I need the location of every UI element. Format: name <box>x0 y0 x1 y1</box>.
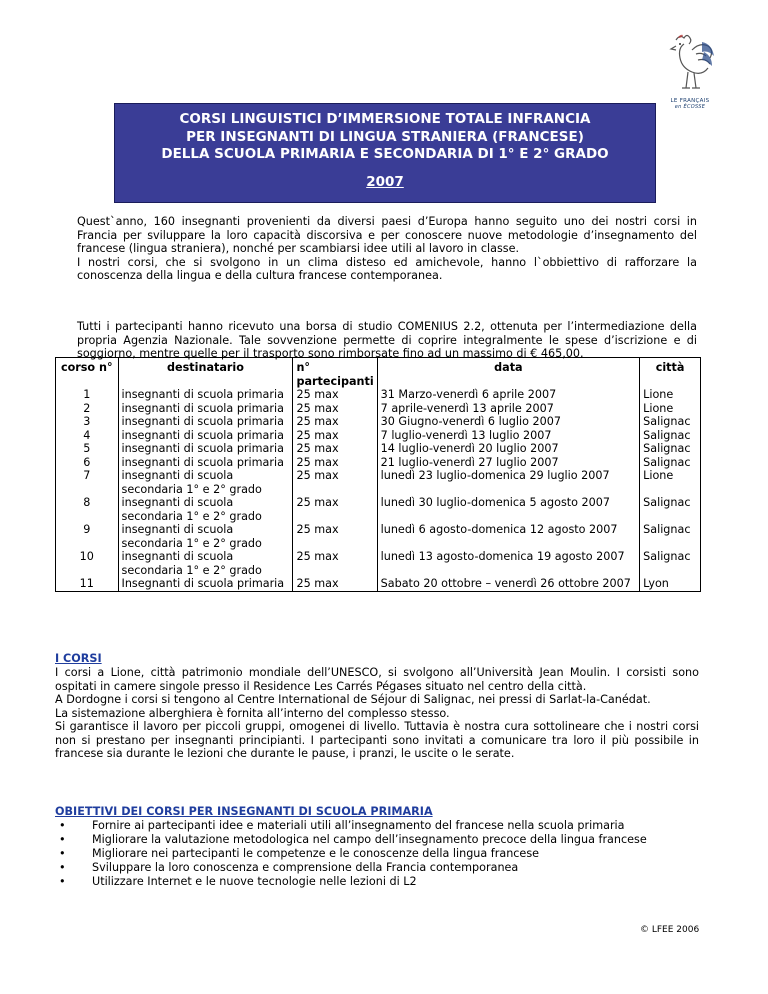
cell-citta: Salignac <box>640 442 701 456</box>
cell-destinatario: insegnanti di scuola secondaria 1° e 2° grado <box>118 469 293 496</box>
cell-destinatario: insegnanti di scuola secondaria 1° e 2° grado <box>118 496 293 523</box>
table-row <box>56 415 701 429</box>
lfee-logo <box>652 30 728 114</box>
cell-partecipanti: 25 max <box>293 577 377 591</box>
table-header-row <box>56 358 701 389</box>
title-line-2: PER INSEGNANTI DI LINGUA STRANIERA (FRANCESE) <box>186 128 584 145</box>
cell-corso: 2 <box>56 402 119 416</box>
footer-copyright: © LFEE 2006 <box>640 925 700 935</box>
list-item-text: Sviluppare la loro conoscenza e comprensione della Francia contemporanea <box>92 861 519 874</box>
cell-citta: Lione <box>640 388 701 402</box>
table-row <box>56 402 701 416</box>
table-body <box>56 388 701 591</box>
table-row <box>56 429 701 443</box>
cell-citta: Salignac <box>640 429 701 443</box>
logo-line2: en ÉCOSSE <box>674 104 706 110</box>
table-row <box>56 469 701 496</box>
list-item <box>55 861 699 875</box>
bullet-icon: • <box>59 847 66 860</box>
cell-destinatario: insegnanti di scuola primaria <box>118 388 293 402</box>
cell-data: 30 Giugno-venerdì 6 luglio 2007 <box>377 415 639 429</box>
title-line-1: CORSI LINGUISTICI D’IMMERSIONE TOTALE INFRANCIA <box>179 111 591 127</box>
cell-citta: Lione <box>640 469 701 496</box>
cell-citta: Salignac <box>640 415 701 429</box>
table-row <box>56 496 701 523</box>
header-citta: città <box>640 358 701 389</box>
cell-citta: Salignac <box>640 456 701 470</box>
cell-data: Sabato 20 ottobre – venerdì 26 ottobre 2007 <box>377 577 639 591</box>
logo-line1: LE FRANÇAIS <box>670 98 710 104</box>
cell-partecipanti: 25 max <box>293 469 377 496</box>
corsi-section-text <box>55 666 699 761</box>
bullet-icon: • <box>59 861 66 874</box>
cell-destinatario: Insegnanti di scuola primaria <box>118 577 293 591</box>
cell-destinatario: insegnanti di scuola primaria <box>118 442 293 456</box>
table-row <box>56 550 701 577</box>
courses-table <box>55 357 701 592</box>
cell-data: lunedì 13 agosto-domenica 19 agosto 2007 <box>377 550 639 577</box>
cell-corso: 1 <box>56 388 119 402</box>
header-destinatario: destinatario <box>118 358 293 389</box>
cell-data: 31 Marzo-venerdì 6 aprile 2007 <box>377 388 639 402</box>
cell-destinatario: insegnanti di scuola primaria <box>118 415 293 429</box>
list-item-text: Fornire ai partecipanti idee e materiali utili all’insegnamento del francese nella scuola primaria <box>92 819 625 832</box>
cell-corso: 11 <box>56 577 119 591</box>
section-heading-corsi: I CORSI <box>55 652 102 665</box>
cell-data: lunedì 6 agosto-domenica 12 agosto 2007 <box>377 523 639 550</box>
cell-data: lunedì 23 luglio-domenica 29 luglio 2007 <box>377 469 639 496</box>
cell-corso: 6 <box>56 456 119 470</box>
cell-partecipanti: 25 max <box>293 496 377 523</box>
cell-data: 14 luglio-venerdì 20 luglio 2007 <box>377 442 639 456</box>
intro-paragraph-1 <box>77 215 697 283</box>
cell-corso: 10 <box>56 550 119 577</box>
cell-partecipanti: 25 max <box>293 388 377 402</box>
intro-text-1: Quest`anno, 160 insegnanti provenienti da diversi paesi d’Europa hanno seguito uno dei nostri corsi in Francia per sviluppare la loro capacità discorsiva e per conoscere nuove metodologie d’insegnamento del francese (lingua straniera), nonché per scambiarsi idee utili al lavoro in classe. <box>77 215 697 255</box>
cell-corso: 7 <box>56 469 119 496</box>
cell-citta: Salignac <box>640 550 701 577</box>
title-banner <box>114 103 656 203</box>
cell-partecipanti: 25 max <box>293 456 377 470</box>
table-row <box>56 442 701 456</box>
cell-partecipanti: 25 max <box>293 402 377 416</box>
cell-corso: 9 <box>56 523 119 550</box>
intro-paragraph-2: Tutti i partecipanti hanno ricevuto una borsa di studio COMENIUS 2.2, ottenuta per l’intermediazione della propria Agenzia Nazionale. Tale sovvenzione permette di coprire integralmente le spese d’iscrizione e di soggiorno, mentre quelle per il trasporto sono rimborsate fino ad un massimo di € 465,00. <box>77 320 697 360</box>
obiettivi-list <box>55 819 699 889</box>
list-item <box>55 819 699 833</box>
cell-destinatario: insegnanti di scuola primaria <box>118 429 293 443</box>
table-row <box>56 456 701 470</box>
header-data: data <box>377 358 639 389</box>
corsi-line-1: I corsi a Lione, città patrimonio mondiale dell’UNESCO, si svolgono all’Università Jean Moulin. I corsisti sono ospitati in camere singole presso il Residence Les Carrés Pégases situato nel centro della città. <box>55 666 699 693</box>
cell-corso: 3 <box>56 415 119 429</box>
cell-data: 7 luglio-venerdì 13 luglio 2007 <box>377 429 639 443</box>
cell-corso: 5 <box>56 442 119 456</box>
corsi-line-4: Si garantisce il lavoro per piccoli gruppi, omogenei di livello. Tuttavia è nostra cura sottolineare che i nostri corsi non si prestano per insegnanti principianti. I partecipanti sono invitati a comunicare tra loro il più possibile in francese sia durante le lezioni che durante le pause, i pranzi, le uscite o le serate. <box>55 720 699 760</box>
section-heading-obiettivi: OBIETTIVI DEI CORSI PER INSEGNANTI DI SCUOLA PRIMARIA <box>55 805 433 818</box>
cell-destinatario: insegnanti di scuola primaria <box>118 402 293 416</box>
cell-partecipanti: 25 max <box>293 415 377 429</box>
cell-corso: 4 <box>56 429 119 443</box>
cell-citta: Salignac <box>640 523 701 550</box>
list-item <box>55 875 699 889</box>
cell-citta: Salignac <box>640 496 701 523</box>
cell-data: 21 luglio-venerdì 27 luglio 2007 <box>377 456 639 470</box>
bullet-icon: • <box>59 833 66 846</box>
header-corso: corso n° <box>56 358 119 389</box>
intro-text-1b: I nostri corsi, che si svolgono in un clima disteso ed amichevole, hanno l`obbiettivo di rafforzare la conoscenza della lingua e della cultura francese contemporanea. <box>77 255 697 282</box>
title-line-3: DELLA SCUOLA PRIMARIA E SECONDARIA DI 1° E 2° GRADO <box>161 146 609 162</box>
table-row <box>56 523 701 550</box>
list-item-text: Utilizzare Internet e le nuove tecnologie nelle lezioni di L2 <box>92 875 417 888</box>
bullet-icon: • <box>59 819 66 832</box>
cell-citta: Lyon <box>640 577 701 591</box>
cell-destinatario: insegnanti di scuola secondaria 1° e 2° grado <box>118 550 293 577</box>
cell-corso: 8 <box>56 496 119 523</box>
cell-partecipanti: 25 max <box>293 429 377 443</box>
header-partecipanti: n° partecipanti <box>293 358 377 389</box>
cell-partecipanti: 25 max <box>293 550 377 577</box>
table-row <box>56 388 701 402</box>
list-item <box>55 847 699 861</box>
list-item <box>55 833 699 847</box>
list-item-text: Migliorare nei partecipanti le competenze e le conoscenze della lingua francese <box>92 847 540 860</box>
cell-data: lunedì 30 luglio-domenica 5 agosto 2007 <box>377 496 639 523</box>
cell-destinatario: insegnanti di scuola primaria <box>118 456 293 470</box>
table-row <box>56 577 701 591</box>
corsi-line-2: A Dordogne i corsi si tengono al Centre International de Séjour di Salignac, nei pressi di Sarlat-la-Canédat. <box>55 693 651 706</box>
title-year: 2007 <box>366 173 404 190</box>
rooster-logo-icon <box>662 30 718 96</box>
corsi-line-3: La sistemazione alberghiera è fornita all’interno del complesso stesso. <box>55 706 450 720</box>
cell-citta: Lione <box>640 402 701 416</box>
cell-data: 7 aprile-venerdì 13 aprile 2007 <box>377 402 639 416</box>
cell-partecipanti: 25 max <box>293 523 377 550</box>
bullet-icon: • <box>59 875 66 888</box>
list-item-text: Migliorare la valutazione metodologica nel campo dell’insegnamento precoce della lingua francese <box>92 833 647 846</box>
logo-caption <box>652 98 728 110</box>
cell-destinatario: insegnanti di scuola secondaria 1° e 2° grado <box>118 523 293 550</box>
cell-partecipanti: 25 max <box>293 442 377 456</box>
